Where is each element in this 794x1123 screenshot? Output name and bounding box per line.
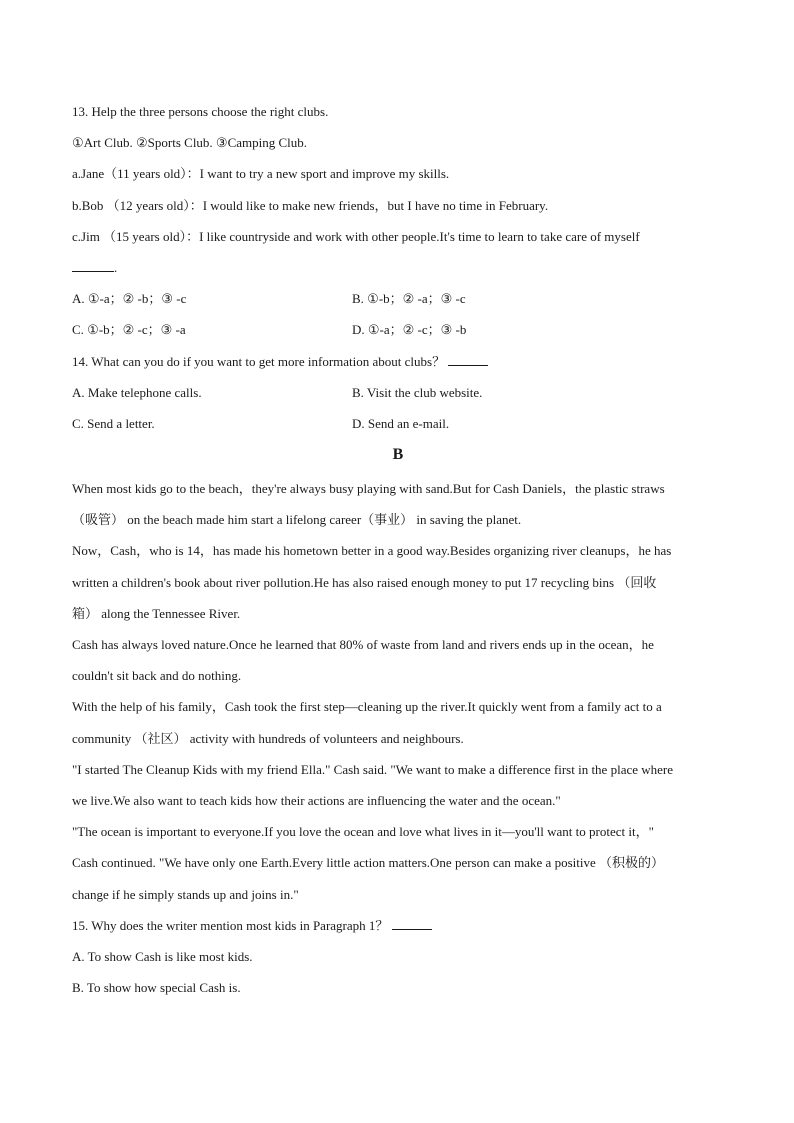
answer-blank[interactable] bbox=[72, 257, 114, 272]
q13-options-row2 bbox=[72, 318, 724, 349]
q14-option-c[interactable]: C. Send a letter. bbox=[72, 415, 155, 431]
q13-person-a: a.Jane（11 years old）：I want to try a new sport and improve my skills. bbox=[72, 166, 450, 182]
section-b-heading: B bbox=[392, 446, 404, 464]
passage-line: Cash has always loved nature.Once he learned that 80% of waste from land and rivers ends up in the ocean，he bbox=[72, 637, 654, 652]
q13-options-row1 bbox=[72, 287, 724, 318]
passage-line: Cash continued. "We have only one Earth.Every little action matters.One person can make a positive （积极的） bbox=[72, 855, 664, 871]
q13-person-b: b.Bob （12 years old）：I would like to make new friends，but I have no time in February. bbox=[72, 197, 549, 213]
q14-option-b[interactable]: B. Visit the club website. bbox=[352, 384, 483, 400]
q14-stem-line bbox=[72, 350, 724, 381]
q15-stem-line bbox=[72, 914, 724, 945]
q13-clubs: ①Art Club. ②Sports Club. ③Camping Club. bbox=[72, 135, 308, 151]
passage-line: we live.We also want to teach kids how their actions are influencing the water and the ocean." bbox=[72, 792, 561, 808]
passage-line: （吸管） on the beach made him start a lifelong career（事业） in saving the planet. bbox=[72, 512, 522, 528]
q15-option-a[interactable]: A. To show Cash is like most kids. bbox=[72, 948, 253, 964]
q14-stem: 14. What can you do if you want to get more information about clubs？ bbox=[72, 353, 446, 369]
q15-stem: 15. Why does the writer mention most kids in Paragraph 1？ bbox=[72, 917, 389, 933]
answer-blank[interactable] bbox=[448, 355, 488, 366]
answer-blank[interactable] bbox=[392, 919, 432, 930]
q13-option-b[interactable]: B. ①-b；② -a；③ -c bbox=[352, 291, 466, 307]
q14-option-d[interactable]: D. Send an e-mail. bbox=[352, 415, 450, 431]
q13-option-d[interactable]: D. ①-a；② -c；③ -b bbox=[352, 322, 467, 338]
q13-blank-end: . bbox=[114, 259, 118, 275]
q14-options-row1 bbox=[72, 381, 724, 412]
q13-person-c: c.Jim （15 years old）：I like countryside and work with other people.It's time to learn to take care of myself bbox=[72, 228, 640, 244]
q13-option-a[interactable]: A. ①-a；② -b；③ -c bbox=[72, 291, 187, 307]
passage-line: "The ocean is important to everyone.If you love the ocean and love what lives in it—you'll want to protect it，" bbox=[72, 824, 654, 840]
passage-b bbox=[72, 477, 724, 914]
passage-line: When most kids go to the beach，they're always busy playing with sand.But for Cash Daniels，the plastic straws bbox=[72, 481, 665, 497]
q15-option-b[interactable]: B. To show how special Cash is. bbox=[72, 980, 241, 996]
passage-line: Now，Cash，who is 14，has made his hometown better in a good way.Besides organizing river cleanups，he has bbox=[72, 543, 672, 559]
passage-line: couldn't sit back and do nothing. bbox=[72, 668, 242, 684]
passage-line: 箱） along the Tennessee River. bbox=[72, 605, 241, 621]
q13-answer-line bbox=[72, 256, 724, 287]
passage-line: change if he simply stands up and joins in." bbox=[72, 886, 299, 902]
q13-option-c[interactable]: C. ①-b；② -c；③ -a bbox=[72, 322, 186, 338]
passage-line: written a children's book about river pollution.He has also raised enough money to put 17 recycling bins （回收 bbox=[72, 574, 657, 590]
q13-stem: 13. Help the three persons choose the right clubs. bbox=[72, 104, 329, 119]
q14-options-row2 bbox=[72, 412, 724, 443]
q14-option-a[interactable]: A. Make telephone calls. bbox=[72, 384, 202, 400]
worksheet-page bbox=[72, 100, 724, 1007]
passage-line: "I started The Cleanup Kids with my friend Ella." Cash said. "We want to make a difference first in the place where bbox=[72, 761, 674, 777]
passage-line: community （社区） activity with hundreds of volunteers and neighbours. bbox=[72, 730, 464, 746]
passage-line: With the help of his family，Cash took the first step—cleaning up the river.It quickly went from a family act to a bbox=[72, 699, 662, 715]
